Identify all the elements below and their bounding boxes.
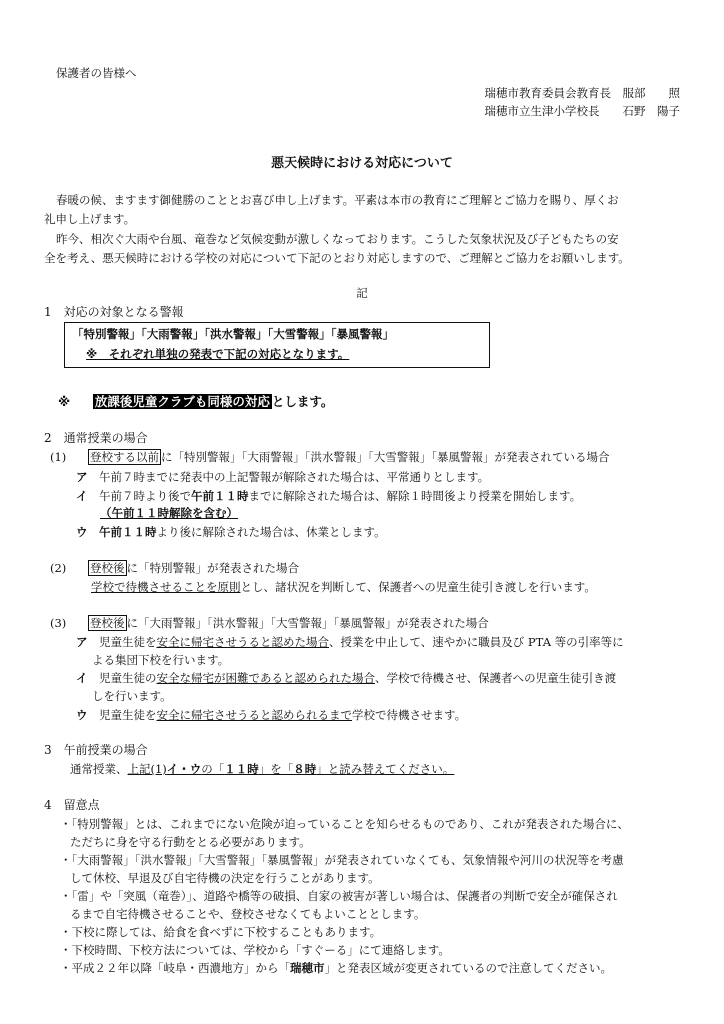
case2-detail-underline: 学校で待機させることを原則 [91, 580, 241, 594]
case1-i-mark: イ [76, 489, 88, 503]
case1-rest: に「特別警報」「大雨警報」「洪水警報」「大雪警報」「暴風警報」が発表されている場合 [161, 450, 610, 464]
case1-i-sub: （午前１１時解除を含む） [100, 506, 238, 520]
case2-box: 登校後 [90, 561, 125, 575]
note5: ・下校時間、下校方法については、学校から「すぐーる」にて連絡します。 [60, 943, 450, 957]
s3-u3: 」を「 [258, 762, 294, 776]
note2-line2: して休校、早退及び自宅待機の決定を行うことがあります。 [70, 871, 380, 885]
case2-number: (2) [50, 561, 67, 575]
note6 [60, 961, 612, 975]
case1-number: (1) [50, 450, 67, 464]
warning-note: ※ それぞれ単独の発表で下記の対応となります。 [86, 347, 350, 361]
club-highlight: 放課後児童クラブも同様の対応 [94, 394, 270, 409]
note6-a: ・平成２２年以降「岐阜・西濃地方」から「 [60, 961, 290, 975]
case3-a-text2: 、授業を中止して、速やかに職員及び PTA 等の引率等に [329, 635, 624, 649]
case3-i-mark: イ [76, 671, 88, 685]
case1-i-text1: 午前７時より後で [99, 489, 191, 503]
section3-text [70, 762, 454, 776]
case2-line [88, 561, 299, 575]
case1-a-text: 午前７時までに発表中の上記警報が解除された場合は、平常通りとします。 [99, 470, 490, 484]
case1-line [88, 450, 610, 464]
case3-u-text1: 児童生徒を [99, 708, 157, 722]
case1-i [76, 489, 581, 503]
page-title: 悪天候時における対応について [271, 156, 453, 171]
case1-a [76, 470, 489, 484]
case1-u-bold: 午前１１時 [99, 525, 157, 539]
sender-principal: 瑞穂市立生津小学校長 石野 陽子 [484, 104, 680, 118]
warning-list: 「特別警報」「大雨警報」「洪水警報」「大雪警報」「暴風警報」 [72, 327, 394, 341]
recipient: 保護者の皆様へ [56, 66, 137, 80]
club-mark: ※ [58, 394, 71, 409]
case3-u [76, 708, 466, 722]
s3-u1: 上記(1) [127, 762, 167, 776]
case3-a-text1: 児童生徒を [99, 635, 157, 649]
case3-u-underline: 安全に帰宅させうると認められるまで [156, 708, 352, 722]
case1-u-text: より後に解除された場合は、休業とします。 [156, 525, 386, 539]
case3-a [76, 635, 624, 649]
case2-detail-text: とし、諸状況を判断して、保護者への児童生徒引き渡しを行います。 [240, 580, 596, 594]
note3-line2: るまで自宅待機させることや、登校させなくてもよいこととします。 [70, 907, 426, 921]
section4-heading: 4 留意点 [44, 798, 100, 812]
case1-u [76, 525, 386, 539]
intro-p2-line2: 全を考え、悪天候時における学校の対応について下記のとおり対応しますので、ご理解とご協力をお願いします。 [44, 251, 630, 265]
section1-heading: 1 対応の対象となる警報 [44, 305, 184, 319]
s3-b3: ８時 [293, 762, 317, 776]
sender-superintendent: 瑞穂市教育委員会教育長 服部 照 [484, 86, 680, 100]
case1-i-bold: 午前１１時 [191, 489, 249, 503]
club-line [58, 394, 333, 410]
case3-a-line2: よる集団下校を行います。 [92, 653, 230, 667]
note1-line1: ・「特別警報」とは、これまでにない危険が迫っていることを知らせるものであり、これが発表された場合に、 [60, 817, 629, 831]
note1-line2: ただちに身を守る行動をとる必要があります。 [70, 835, 311, 849]
case3-u-text2: 学校で待機させます。 [352, 708, 467, 722]
case2-detail [91, 580, 596, 594]
section3-heading: 3 午前授業の場合 [44, 743, 148, 757]
case3-i-text1: 児童生徒の [99, 671, 157, 685]
case3-i-underline: 安全な帰宅が困難であると認められた場合 [156, 671, 375, 685]
case3-a-underline: 安全に帰宅させうると認めた場合 [156, 635, 329, 649]
note6-bold: 瑞穂市 [290, 961, 325, 975]
case3-box: 登校後 [90, 616, 125, 630]
case1-u-mark: ウ [76, 525, 88, 539]
case3-i [76, 671, 616, 685]
s3-b1: イ・ウ [166, 762, 202, 776]
club-tail: とします。 [271, 394, 334, 409]
s3-u4: 」と読み替えてください。 [316, 762, 455, 776]
case1-a-mark: ア [76, 470, 88, 484]
intro-p1-line2: 礼申し上げます。 [44, 212, 136, 226]
ki-mark: 記 [356, 286, 368, 300]
note3-line1: ・「雷」や「突風（竜巻）」、道路や橋等の破損、自家の被害が著しい場合は、保護者の判断で安全が確保され [60, 889, 618, 903]
intro-p1-line1: 春暖の候、ますます御健勝のこととお喜び申し上げます。平素は本市の教育にご理解とご協力を賜り、厚くお [56, 193, 619, 207]
case1-i-text2: までに解除された場合は、解除１時間後より授業を開始します。 [248, 489, 582, 503]
case3-line [88, 616, 489, 630]
intro-p2-line1: 昨今、相次ぐ大雨や台風、竜巻など気候変動が激しくなっております。こうした気象状況及び子どもたちの安 [56, 232, 619, 246]
case3-number: (3) [50, 616, 67, 630]
case3-a-mark: ア [76, 635, 88, 649]
case3-u-mark: ウ [76, 708, 88, 722]
note4: ・下校に際しては、給食を食べずに下校することもあります。 [60, 925, 382, 939]
case3-i-text2: 、学校で待機させ、保護者への児童生徒引き渡 [375, 671, 617, 685]
s3-u2: の「 [201, 762, 225, 776]
s3-t1: 通常授業、 [70, 762, 128, 776]
note6-c: 」と発表区域が変更されているので注意してください。 [324, 961, 612, 975]
case1-box: 登校する以前 [90, 450, 159, 464]
case3-i-line2: しを行います。 [92, 689, 172, 703]
section2-heading: 2 通常授業の場合 [44, 431, 148, 445]
s3-b2: １１時 [224, 762, 259, 776]
case3-rest: に「大雨警報」「洪水警報」「大雪警報」「暴風警報」が発表された場合 [126, 616, 489, 630]
case2-rest: に「特別警報」が発表された場合 [126, 561, 299, 575]
note2-line1: ・「大雨警報」「洪水警報」「大雪警報」「暴風警報」が発表されていなくても、気象情報や河川の状況等を考慮 [60, 853, 624, 867]
